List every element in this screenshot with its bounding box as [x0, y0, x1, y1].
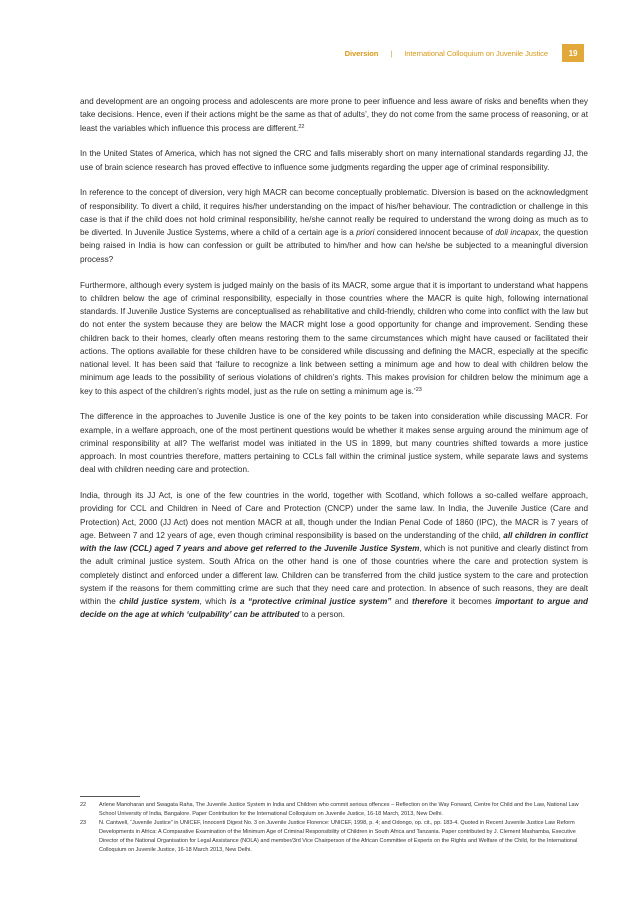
paragraph-6-emphasis-cjs: child justice system: [119, 597, 200, 607]
paragraph-1-text: and development are an ongoing process and adolescents are more prone to peer influence and less aware of risks and benefits when they take decisions. Hence, even if their actions might be the same as that of adults’, they do not come from the same process of reasoning, or at least the variables which influence this process are different.: [80, 97, 588, 133]
footnote-divider: [80, 796, 140, 797]
paragraph-3-text-a: In reference to the concept of diversion, very high MACR can become conceptually problematic. Diversion is based on the acknowledgment of responsibility. To divert a child, it requires his/her understanding on the impact of his/her behaviour. The contradiction or challenge in this case is that if the child does not hold criminal responsibility, he/she cannot really be required to understand the wrong doing as much as to be diverted. In Juvenile Justice Systems, where a child of a certain age is a: [80, 188, 588, 238]
body-text: [80, 95, 588, 634]
paragraph-6-emphasis-protective: is a “protective criminal justice system”: [229, 597, 392, 607]
header-title: International Colloquium on Juvenile Justice: [404, 48, 548, 58]
paragraph-6-text-k: to a person.: [299, 610, 345, 620]
paragraph-6-text-g: and: [391, 597, 412, 607]
paragraph-6-emphasis-therefore: therefore: [411, 597, 448, 607]
paragraph-5: The difference in the approaches to Juvenile Justice is one of the key points to be taken into consideration while discussing MACR. For example, in a welfare approach, one of the most pertinent questions would be whether it makes sense arguing around the minimum age of criminal responsibility at all? The welfarist model was initiated in the US in 1899, but many countries shifted towards a more justice approach. In most countries therefore, matters pertaining to CCLs fall within the criminal justice system, while separate laws and systems deal with children needing care and protection.: [80, 412, 588, 475]
header-separator: |: [390, 48, 393, 58]
footnote-text: Arlene Manoharan and Swagata Raha, The Juvenile Justice System in India and Children who commit serious offences – Reflection on the Way Forward, Centre for Child and the Law, National Law School University of India, Bangalore. Paper Contribution for the International Colloquium on Juvenile Justice, 16-18 March, 2013, New Delhi.: [99, 802, 579, 818]
paragraph-6-text-a: India, through its JJ Act, is one of the few countries in the world, together with Scotland, which follows a so-called welfare approach, providing for CCL and Children in Need of Care and Protection (CNCP) under the same law. In India, the Juvenile Justice (Care and Protection) Act, 2000 (JJ Act) does not mention MACR at all, though under the Indian Penal Code of 1860 (IPC), the MACR is 7 years of age. Between 7 and 12 years of age, even though criminal responsibility is based on the understanding of the child,: [80, 491, 588, 540]
paragraph-2: In the United States of America, which has not signed the CRC and falls miserably short on many international standards regarding JJ, the use of brain science research has proved effective to influence some judgments regarding the upper age of criminal responsibility.: [80, 149, 588, 172]
paragraph-4: [80, 279, 588, 398]
footnote-22: [80, 801, 588, 819]
header-section: Diversion: [344, 48, 379, 58]
paragraph-6-text-e: , which: [199, 597, 230, 607]
paragraph-4-text: Furthermore, although every system is judged mainly on the basis of its MACR, some argue that it is important to understand what happens to children below the age of criminal responsibility, especially in those countries where the MACR is quite high, following international standards. If Juvenile Justice Systems are conceptualised as rehabilitative and child-friendly, children who come into conflict with the law but do not enter the system because they are below the MACR might lose a good opportunity for change and improvement. Sending these children back to their homes, clearly often means restoring them to the same circumstances which might have caused or facilitated their actions. The options available for these children have to be considered while discussing and defining the MACR, especially at the specific national level. It has been said that ‘failure to recognize a link between setting a minimum age and how to deal with children below the minimum age leads to the possibility of serious violations of children’s rights. This makes provision for children below the minimum age a key to this aspect of the children’s rights model, just as the rule on setting a minimum age is.’: [80, 280, 588, 396]
footnote-ref-23: 23: [415, 386, 422, 393]
paragraph-6-emphasis-culpability: important to argue and decide on the age at which ‘culpability’ can be attributed: [80, 597, 589, 620]
page-number: 19: [562, 44, 584, 62]
paragraph-1: [80, 95, 588, 135]
footnote-23: [80, 819, 588, 855]
footnotes: [80, 801, 588, 856]
paragraph-3-text-e: , the question being raised in India is how can confession or guilt be attributed to him/her and how can he/she be subjected to a meaningful diversion process?: [80, 228, 589, 264]
running-header: [345, 44, 584, 62]
footnote-number: 23: [80, 820, 87, 827]
paragraph-6-text-i: it becomes: [447, 597, 496, 607]
paragraph-3-text-c: considered innocent because of: [374, 228, 496, 238]
footnote-ref-22: 22: [298, 123, 305, 130]
paragraph-3: [80, 186, 588, 266]
footnote-number: 22: [80, 802, 87, 808]
paragraph-3-italic-doli-incapax: doli incapax: [495, 228, 539, 238]
paragraph-6: [80, 489, 588, 622]
paragraph-6-text-c: , which is not punitive and clearly distinct from the adult criminal justice system. South Africa on the other hand is one of those countries where the care and protection system is completely distinct and enforced under a different law. Children can be transferred from the child justice system to the care and protection system if the reasons for them committing crime are such that they need care and protection. In absence of such reasons, they are dealt within the: [80, 544, 588, 607]
footnote-text: N. Cantwell, “Juvenile Justice” in UNICEF, Innocenti Digest No. 3 on Juvenile Justice Florence: UNICEF, 1998, p. 4; and Odongo, op. cit., pp. 183-4. Quoted in Recent Juvenile Justice Law Reform Developments in Africa: A Comparative Examination of the Minimum Age of Criminal Responsibility of Children in South Africa and Tanzania. Paper contributed by J. Clement Mashamba, Executive Director of the National Organisation for Legal Assistance (NOLA) and member/3rd Vice Chairperson of the African Committee of Experts on the Rights and Welfare of the Child, for the International Colloquium on Juvenile Justice, 16-18 March 2013, New Delhi.: [99, 820, 578, 854]
paragraph-3-italic-priori: priori: [356, 228, 375, 238]
paragraph-6-emphasis-ccl: all children in conflict with the law (CCL) aged 7 years and above get referred to the Juvenile Justice System: [80, 530, 588, 554]
